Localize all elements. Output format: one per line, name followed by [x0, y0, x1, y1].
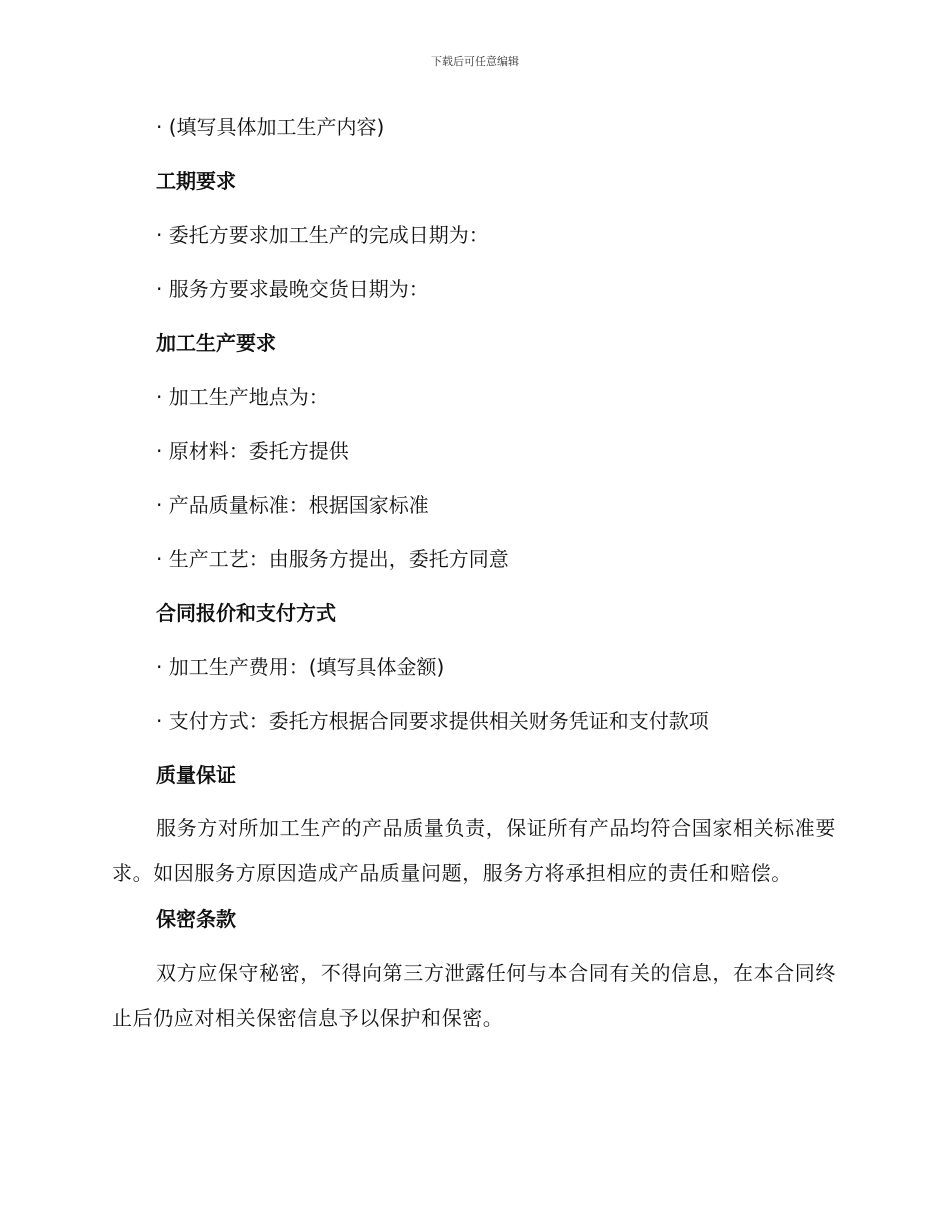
bullet-processing-content: · (填写具体加工生产内容) — [156, 115, 385, 139]
heading-production-requirements: 加工生产要求 — [156, 331, 276, 355]
bullet-payment-method: · 支付方式：委托方根据合同要求提供相关财务凭证和支付款项 — [156, 709, 709, 733]
document-body — [112, 112, 836, 1049]
heading-quality-assurance: 质量保证 — [156, 763, 236, 787]
bullet-raw-materials: · 原材料：委托方提供 — [156, 439, 349, 463]
heading-pricing-payment: 合同报价和支付方式 — [156, 601, 336, 625]
bullet-completion-date: · 委托方要求加工生产的完成日期为： — [156, 223, 489, 247]
bullet-production-location: · 加工生产地点为： — [156, 385, 329, 409]
heading-schedule: 工期要求 — [156, 169, 236, 193]
paragraph-confidentiality: 双方应保守秘密，不得向第三方泄露任何与本合同有关的信息，在本合同终止后仍应对相关保密信息予以保护和保密。 — [112, 961, 836, 1030]
bullet-production-process: · 生产工艺：由服务方提出，委托方同意 — [156, 547, 509, 571]
page-header: 下载后可任意编辑 — [431, 55, 519, 68]
heading-confidentiality: 保密条款 — [156, 907, 236, 931]
bullet-quality-standard: · 产品质量标准：根据国家标准 — [156, 493, 429, 517]
paragraph-quality-assurance: 服务方对所加工生产的产品质量负责，保证所有产品均符合国家相关标准要求。如因服务方原因造成产品质量问题，服务方将承担相应的责任和赔偿。 — [112, 816, 836, 885]
bullet-production-fee: · 加工生产费用：(填写具体金额) — [156, 655, 445, 679]
bullet-delivery-date: · 服务方要求最晚交货日期为： — [156, 277, 429, 301]
